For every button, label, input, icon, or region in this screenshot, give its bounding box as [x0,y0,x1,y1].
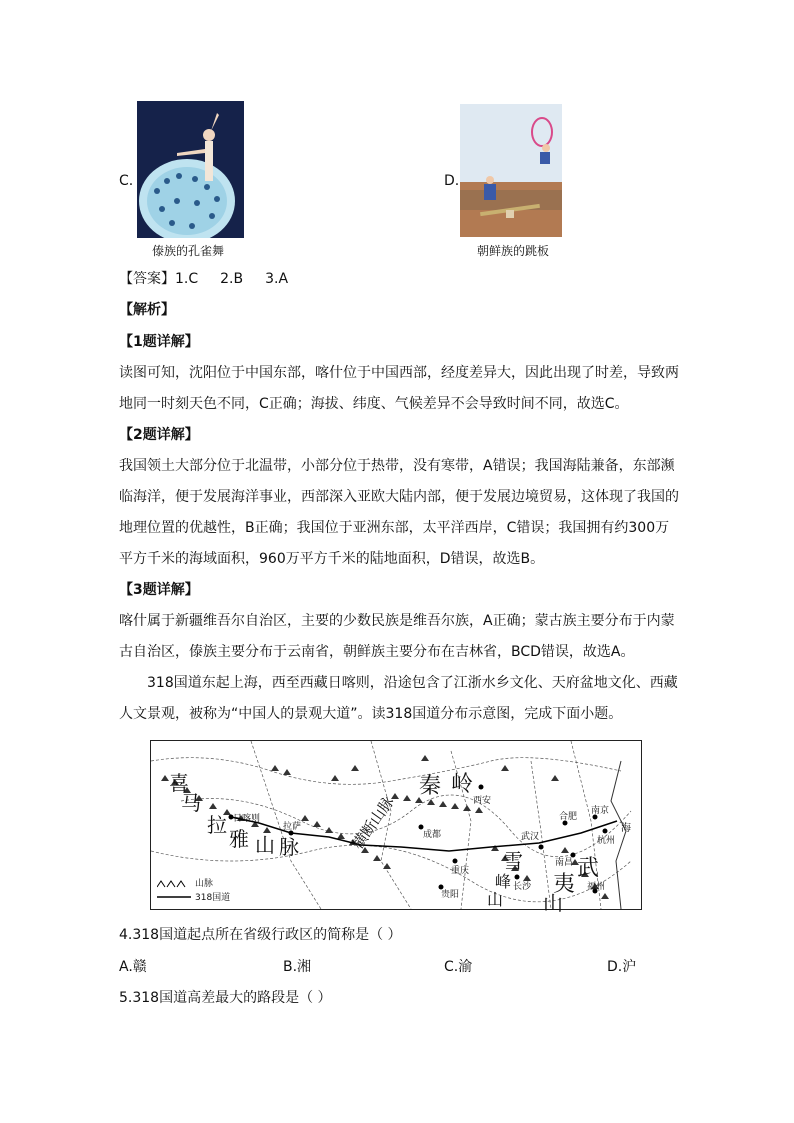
legend-road-label: 318国道 [195,893,231,903]
q2-line: 我国领土大部分位于北温带，小部分位于热带，没有寒带，A错误；我国海陆兼备，东部濒 [119,458,675,474]
mountain-label: 喜 [169,771,189,795]
mountain-label: 山 [255,833,275,857]
q1-heading: 【1题详解】 [119,334,199,350]
option-c-letter: C. [119,173,134,189]
city-label: 南京 [591,806,610,816]
answer-line [119,269,288,289]
city-label: 长沙 [513,882,532,892]
q2-heading: 【2题详解】 [119,427,199,443]
city-label: 杭州 [597,836,616,846]
mountain-label: 马 [181,791,201,815]
q4-option-b: B.湘 [283,959,312,975]
city-label: 合肥 [559,812,578,822]
option-d-caption: 朝鲜族的跳板 [477,244,550,258]
mountain-label: 岭 [451,772,474,797]
q4-question: 4.318国道起点所在省级行政区的简称是（ ） [119,927,402,943]
legend-mountain-label: 山脉 [195,879,214,889]
mountain-label: 夷 [553,872,576,897]
option-d-letter: D. [444,173,460,189]
q4-option-c: C.渝 [444,959,473,975]
q4-option-d: D.沪 [607,959,637,975]
city-label: 福州 [587,882,606,892]
sea-label: 海 [621,823,631,834]
passage-line: 318国道东起上海，西至西藏日喀则，沿途包含了江浙水乡文化、天府盆地文化、西藏 [147,675,678,691]
seesaw-jump-photo [460,104,562,237]
q5-question: 5.318国道高差最大的路段是（ ） [119,990,332,1006]
mountain-label: 雅 [229,827,249,851]
passage-line: 人文景观，被称为“中国人的景观大道”。读318国道分布示意图，完成下面小题。 [119,706,623,722]
answer-item: 1.C [175,271,199,287]
route-318-map [150,740,642,915]
peacock-dance-photo [137,101,244,238]
city-label: 西安 [473,796,492,806]
mountain-label: 横断山脉 [348,792,398,853]
mountain-label: 山 [543,891,563,915]
city-label: 贵阳 [441,890,460,900]
q2-line: 平方千米的海域面积，960万平方千米的陆地面积，D错误，故选B。 [119,551,545,567]
q2-line: 地理位置的优越性，B正确；我国位于亚洲东部，太平洋西岸，C错误；我国拥有约300万 [119,520,670,536]
mountain-label: 拉 [207,813,227,837]
mountain-label: 雪 [503,849,523,873]
analysis-heading: 【解析】 [119,302,175,318]
option-c-caption: 傣族的孔雀舞 [152,244,225,258]
mountain-label: 脉 [279,835,299,859]
city-label: 武汉 [521,832,540,842]
mountain-label: 山 [487,890,504,909]
q2-line: 临海洋，便于发展海洋事业，西部深入亚欧大陆内部，便于发展边境贸易，这体现了我国的 [119,489,679,505]
q1-line: 地同一时刻天色不同，C正确；海拔、纬度、气候差异不会导致时间不同，故选C。 [119,396,629,412]
city-label: 拉萨 [283,822,302,832]
city-label: 成都 [423,830,442,840]
q3-line: 喀什属于新疆维吾尔自治区，主要的少数民族是维吾尔族，A正确；蒙古族主要分布于内蒙 [119,613,675,629]
mountain-label: 峰 [495,872,512,891]
answer-item: 3.A [265,271,289,287]
answer-label: 【答案】 [119,271,175,287]
map-legend [157,875,247,905]
q1-line: 读图可知，沈阳位于中国东部，喀什位于中国西部，经度差异大，因此出现了时差，导致两 [119,365,679,381]
q3-heading: 【3题详解】 [119,582,199,598]
mountain-label: 秦 [419,774,442,799]
city-label: 重庆 [451,866,470,876]
mountain-label: 武 [577,856,600,881]
q3-line: 古自治区，傣族主要分布于云南省，朝鲜族主要分布在吉林省，BCD错误，故选A。 [119,644,635,660]
city-label: 南昌 [555,858,574,868]
q4-option-a: A.赣 [119,959,147,975]
city-label: 日喀则 [233,814,261,824]
answer-item: 2.B [220,271,244,287]
